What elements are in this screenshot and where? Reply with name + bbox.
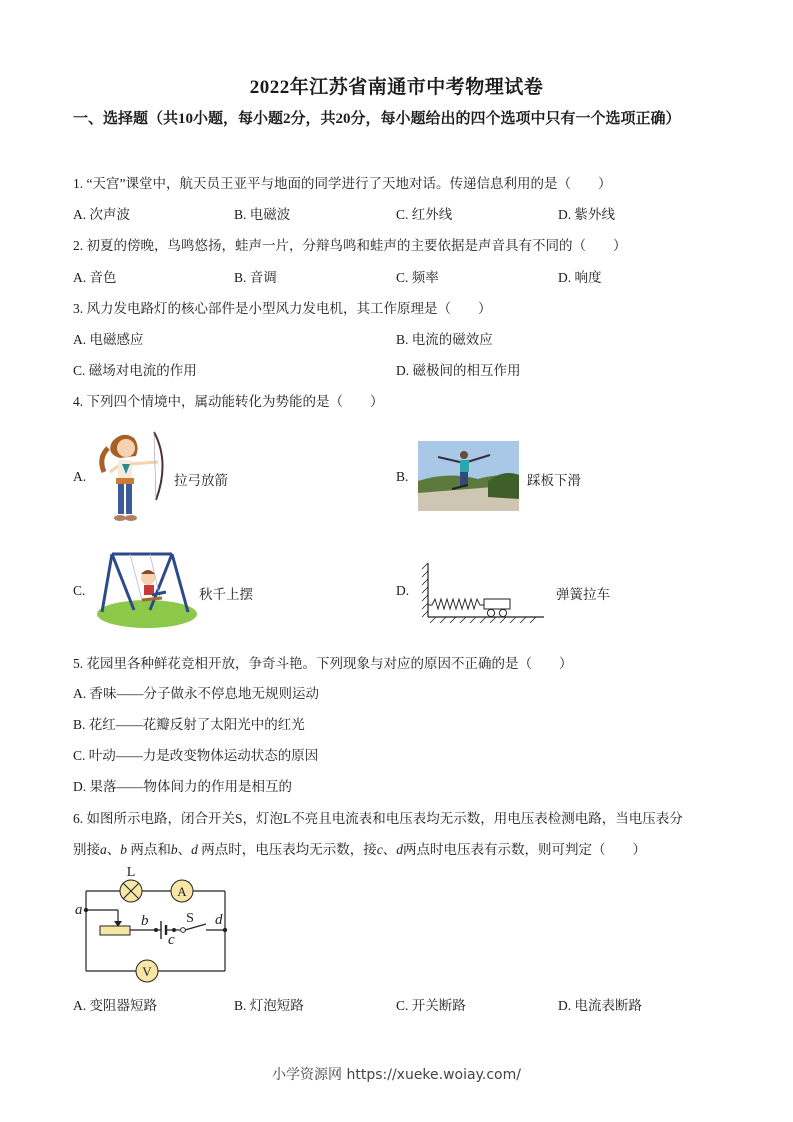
question-number: 5. (73, 656, 84, 671)
footer-watermark: 小学资源网 https://xueke.woiay.com/ (272, 1067, 521, 1083)
question-number: 1. (73, 176, 84, 191)
q3-option-b: B. 电流的磁效应 (396, 332, 493, 347)
q5-option-d: D. 果落——物体间力的作用是相互的 (73, 779, 292, 794)
question-number: 3. (73, 301, 84, 316)
q4-option-c-label: C. (73, 583, 86, 598)
q4-option-d-text: 弹簧拉车 (556, 587, 610, 602)
point-c-label: c (168, 932, 175, 948)
q1-option-c: C. 红外线 (396, 207, 453, 222)
q5-option-b: B. 花红——花瓣反射了太阳光中的红光 (73, 717, 305, 732)
question-3 (73, 297, 492, 317)
archer-girl-image (92, 428, 167, 526)
q2-option-a: A. 音色 (73, 270, 117, 285)
q3-option-a: A. 电磁感应 (73, 332, 144, 347)
q1-option-b: B. 电磁波 (234, 207, 291, 222)
q4-option-c-text: 秋千上摆 (199, 587, 253, 602)
question-stem: 花园里各种鲜花竞相开放，争奇斗艳。下列现象与对应的原因不正确的是（ ） (86, 656, 573, 671)
question-stem: 如图所示电路，闭合开关S，灯泡L不亮且电流表和电压表均无示数，用电压表检测电路，当电压表分 (86, 811, 683, 826)
q4-option-b-text: 踩板下滑 (527, 473, 581, 488)
q6-option-a: A. 变阻器短路 (73, 998, 157, 1013)
section-heading: 一、选择题（共10小题，每小题2分，共20分，每小题给出的四个选项中只有一个选项正确） (73, 111, 681, 127)
page-title: 2022年江苏省南通市中考物理试卷 (249, 77, 544, 98)
question-6-line-2: 别接a、b 两点和b、d 两点时，电压表均无示数，接c、d两点时电压表有示数，则可判定（ ） (73, 842, 646, 857)
circuit-diagram (70, 858, 240, 983)
q2-option-b: B. 音调 (234, 270, 277, 285)
q6-option-b: B. 灯泡短路 (234, 998, 304, 1013)
switch-label: S (186, 911, 194, 926)
point-a-label: a (75, 902, 83, 918)
q2-option-d: D. 响度 (558, 270, 602, 285)
question-number: 6. (73, 811, 84, 826)
q1-option-a: A. 次声波 (73, 207, 130, 222)
question-number: 4. (73, 394, 84, 409)
point-d-label: d (215, 912, 223, 928)
lamp-label: L (126, 865, 136, 880)
q4-option-a-text: 拉弓放箭 (174, 473, 228, 488)
child-on-swing-image (92, 548, 197, 628)
question-4 (73, 390, 384, 410)
spring-cart-diagram (418, 561, 548, 623)
question-2 (73, 234, 627, 254)
point-b-label: b (141, 913, 149, 929)
q6-option-d: D. 电流表断路 (558, 998, 642, 1013)
q4-option-d-label: D. (396, 583, 410, 598)
q5-option-a: A. 香味——分子做永不停息地无规则运动 (73, 686, 319, 701)
question-5 (73, 652, 573, 672)
q2-option-c: C. 频率 (396, 270, 439, 285)
ammeter-label: A (177, 884, 187, 899)
skateboarder-image (418, 441, 519, 511)
question-stem: “天宫”课堂中，航天员王亚平与地面的同学进行了天地对话。传递信息利用的是（ ） (86, 176, 612, 191)
q4-option-b-label: B. (396, 469, 409, 484)
q5-option-c: C. 叶动——力是改变物体运动状态的原因 (73, 748, 319, 763)
q3-option-d: D. 磁极间的相互作用 (396, 363, 521, 378)
question-stem: 风力发电路灯的核心部件是小型风力发电机，其工作原理是（ ） (86, 301, 492, 316)
question-stem: 下列四个情境中，属动能转化为势能的是（ ） (86, 394, 384, 409)
q6-option-c: C. 开关断路 (396, 998, 466, 1013)
question-number: 2. (73, 238, 84, 253)
question-stem: 初夏的傍晚，鸟鸣悠扬，蛙声一片，分辩鸟鸣和蛙声的主要依据是声音具有不同的（ ） (86, 238, 627, 253)
voltmeter-label: V (142, 964, 152, 979)
q1-option-d: D. 紫外线 (558, 207, 615, 222)
question-6-line-1 (73, 807, 683, 827)
q4-option-a-label: A. (73, 469, 87, 484)
question-1 (73, 172, 611, 192)
q3-option-c: C. 磁场对电流的作用 (73, 363, 197, 378)
